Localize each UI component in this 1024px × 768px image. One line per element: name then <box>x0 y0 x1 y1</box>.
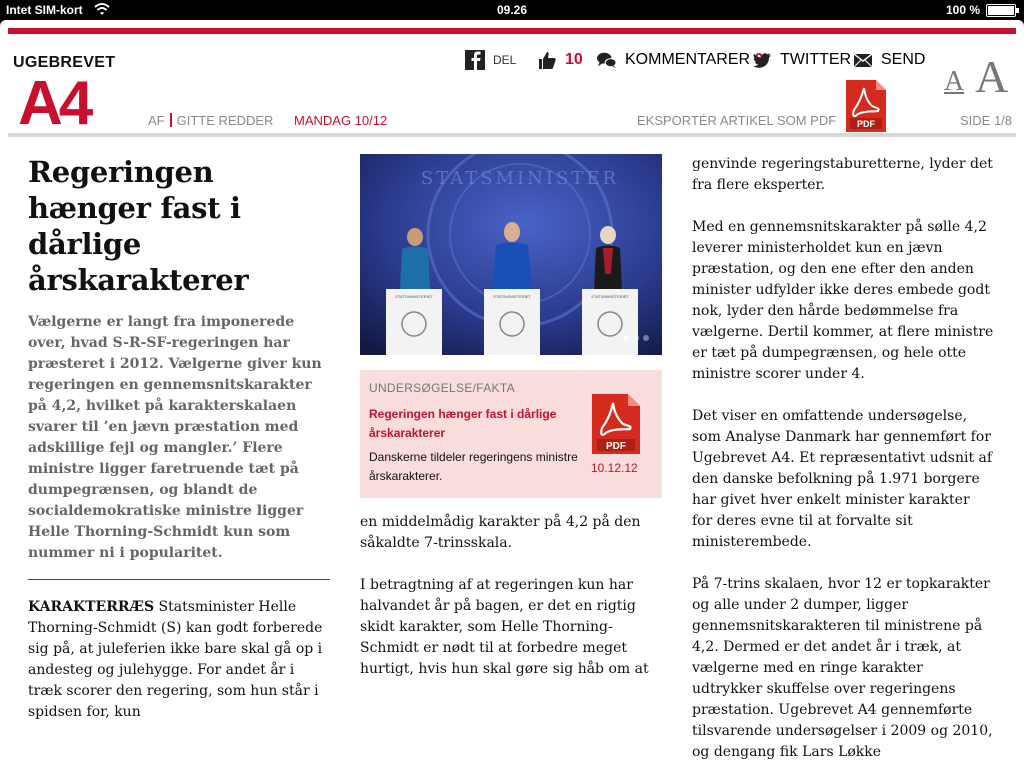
logo-mark-text: A4 <box>18 74 90 126</box>
share-label: DEL <box>493 53 517 67</box>
twitter-bird-icon <box>752 50 772 70</box>
status-bar <box>0 0 1024 20</box>
battery-icon <box>986 4 1016 17</box>
podium-label-right: STATSMINISTERIET <box>591 294 629 299</box>
article-lead: Vælgerne er langt fra imponerede over, hvad S-R-SF-regeringen har præsteret i 2012. Vælgerne giver kun regeringen en gennemsnitskarakter på 4,2, hvilket på karakterskalaen svarer til ’en jævn præstation med adskillige fejl og mangler.’ Flere ministre ligger faretruende tæt på dumpegrænsen, og blandt de socialdemokratiske ministre ligger Helle Thorning-Schmidt kun som nummer ni i popularitet. <box>28 314 322 561</box>
article-body-col3-p1: genvinde regeringstaburetterne, lyder det fra flere eksperter. <box>692 156 993 193</box>
battery-percent: 100 % <box>945 3 980 17</box>
like-count: 10 <box>565 51 583 68</box>
factbox-description: Danskerne tildeler regeringens ministre årskarakterer. <box>369 450 578 483</box>
column-3 <box>692 154 994 763</box>
comments-button[interactable] <box>597 50 763 70</box>
header-divider <box>8 133 1016 137</box>
factbox[interactable] <box>360 370 662 498</box>
byline <box>148 113 273 128</box>
article-body-col3-p4: På 7-trins skalaen, hvor 12 er topkarakter og alle under 2 dumper, ligger gennemsnitskarakteren til ministrene på 4,2. Dermed er det andet år i træk, at vælgerne med en ringe karakter udtrykker skuffelse over regeringens præstation. Ugebrevet A4 gennemførte tilsvarende undersøgelser i 2009 og 2010, og dengang fik Lars Løkke <box>692 576 993 760</box>
send-email-button[interactable] <box>853 50 925 70</box>
article-date: MANDAG 10/12 <box>294 113 388 128</box>
column-1 <box>28 154 330 723</box>
like-button[interactable] <box>537 50 583 70</box>
font-decrease-button[interactable]: A <box>944 66 965 97</box>
page-indicator: SIDE 1/8 <box>960 113 1013 128</box>
factbox-label: UNDERSØGELSE/FAKTA <box>369 381 515 395</box>
share-facebook-button[interactable] <box>465 50 516 70</box>
twitter-button[interactable] <box>752 50 851 70</box>
font-increase-button[interactable]: A <box>975 51 1009 102</box>
article-photo[interactable] <box>360 154 662 355</box>
kicker: KARAKTERRÆS <box>28 599 155 615</box>
podium-label-middle: STATSMINISTERIET <box>493 294 531 299</box>
logo-text: UGEBREVET <box>13 54 116 71</box>
pdf-export-icon[interactable] <box>846 80 886 132</box>
twitter-label: TWITTER <box>780 51 852 68</box>
carrier-label: Intet SIM-kort <box>6 3 83 17</box>
top-accent-bar <box>8 28 1016 34</box>
clock: 09.26 <box>496 3 528 17</box>
article-headline: Regeringen hænger fast i dårlige årskarakterer <box>28 155 249 297</box>
comment-bubbles-icon <box>597 50 617 70</box>
export-pdf-link[interactable]: EKSPORTÉR ARTIKEL SOM PDF <box>637 113 837 128</box>
factbox-pdf-label: PDF <box>606 441 626 452</box>
factbox-date: 10.12.12 <box>591 461 638 475</box>
facebook-icon <box>465 50 485 70</box>
article-body-col2-p2: I betragtning af at regeringen kun har halvandet år på bagen, er det en rigtig skidt karakter, som Helle Thorning-Schmidt er nødt til at forbedre meget hurtigt, hvis hun skal gøre sig håb om at <box>360 577 649 677</box>
article-body-col1: KARAKTERRÆS Statsminister Helle Thorning-Schmidt (S) kan godt forberede sig på, at juleferien ikke bare skal gå op i andesteg og julehygge. For andet år i træk scorer den regering, som hun står i spidsen for, kun <box>28 599 323 720</box>
envelope-icon <box>853 50 873 70</box>
author-name[interactable]: GITTE REDDER <box>176 113 274 128</box>
article-body-col2-p1: en middelmådig karakter på 4,2 på den såkaldte 7-trinsskala. <box>360 514 641 551</box>
factbox-pdf-icon[interactable] <box>592 394 640 454</box>
lead-divider <box>28 579 330 580</box>
byline-separator <box>170 113 172 127</box>
photo-seal-text: STATSMINISTER <box>420 168 620 189</box>
article-page <box>0 20 1024 768</box>
send-label: SEND <box>881 51 926 68</box>
article-body-col3-p3: Det viser en omfattende undersøgelse, som Analyse Danmark har gennemført for Ugebrevet A4. Et repræsentativt udsnit af den danske befolkning på 1.971 borgere har givet hver enkelt minister karakter for deres evne til at forvalte sit ministerembede. <box>692 408 993 550</box>
podium-label-left: STATSMINISTERIET <box>395 294 433 299</box>
comments-label: KOMMENTARER <box>625 51 763 69</box>
factbox-title[interactable]: Regeringen hænger fast i dårlige årskarakterer <box>369 407 557 440</box>
column-2 <box>360 154 662 680</box>
pdf-export-label: PDF <box>857 119 875 129</box>
a4-logo <box>18 74 102 126</box>
thumbs-up-icon <box>537 50 557 70</box>
article-body-col3-p2: Med en gennemsnitskarakter på sølle 4,2 leverer ministerholdet kun en jævn præstation, og den ene efter den anden minister udfylder ikke deres embede godt nok, lyder den hårde bedømmelse fra vælgerne. Dertil kommer, at flere ministre er tæt på dumpegrænsen, og hele otte ministre scorer under 4. <box>692 219 994 382</box>
byline-prefix: AF <box>148 113 165 128</box>
